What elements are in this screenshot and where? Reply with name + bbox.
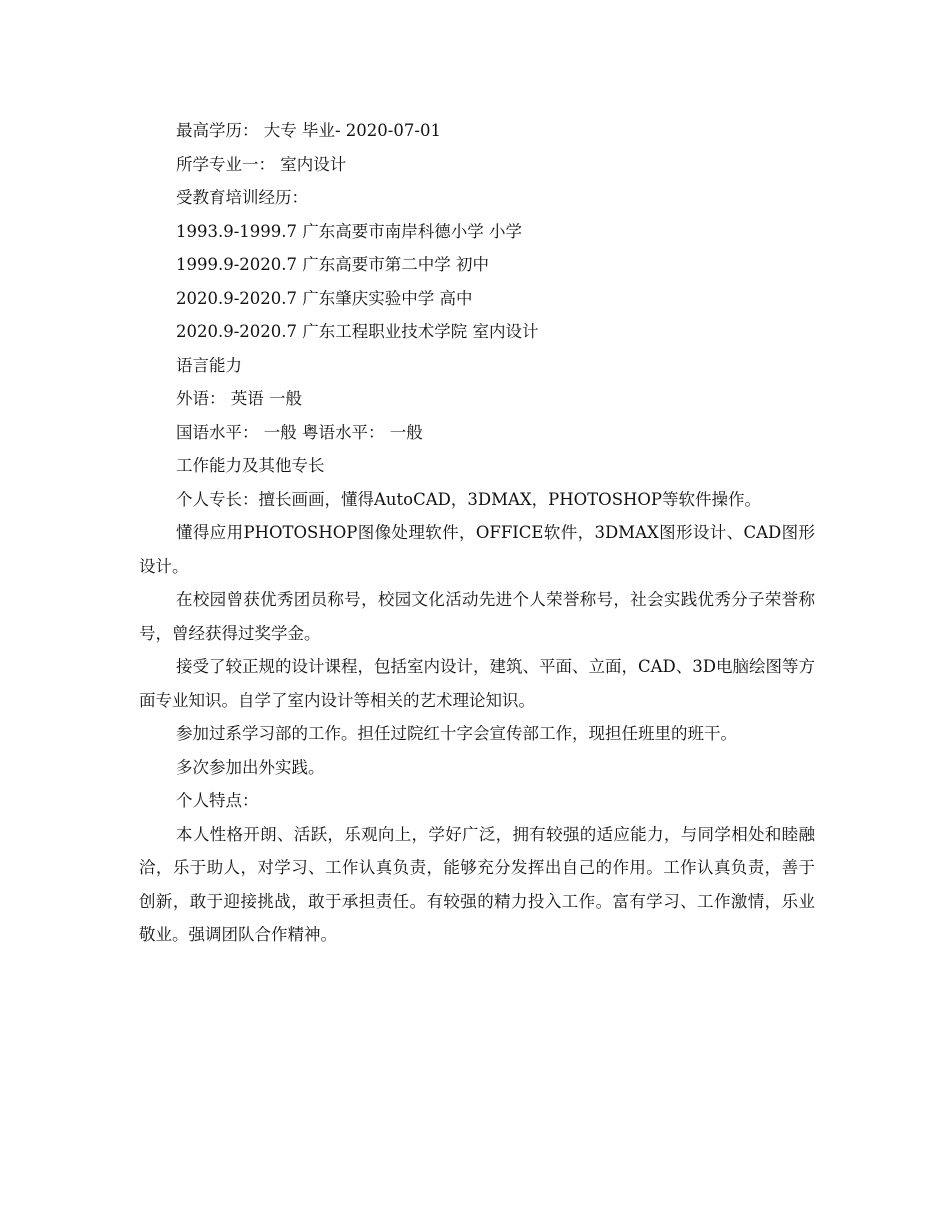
honors-paragraph: 在校园曾获优秀团员称号，校园文化活动先进个人荣誉称号，社会实践优秀分子荣誉称号，曾经获得过奖学金。 (139, 590, 815, 643)
highest-degree-line: 最高学历： 大专 毕业- 2020-07-01 (176, 121, 441, 140)
software-paragraph: 懂得应用PHOTOSHOP图像处理软件，OFFICE软件，3DMAX图形设计、CAD图形设计。 (139, 523, 815, 576)
courses-paragraph: 接受了较正规的设计课程，包括室内设计，建筑、平面、立面，CAD、3D电脑绘图等方面专业知识。自学了室内设计等相关的艺术理论知识。 (139, 657, 815, 710)
traits-paragraph: 本人性格开朗、活跃，乐观向上，学好广泛，拥有较强的适应能力，与同学相处和睦融洽，乐于助人，对学习、工作认真负责，能够充分发挥出自己的作用。工作认真负责，善于创新，敢于迎接挑战，敢于承担责任。有较强的精力投入工作。富有学习、工作激情，乐业敬业。强调团队合作精神。 (139, 824, 815, 944)
major-line: 所学专业一： 室内设计 (176, 154, 347, 174)
education-history-item: 1999.9-2020.7 广东高要市第二中学 初中 (176, 255, 490, 274)
skills-heading: 工作能力及其他专长 (176, 456, 325, 475)
language-heading: 语言能力 (176, 355, 242, 375)
training-heading: 受教育培训经历： (176, 188, 308, 207)
mandarin-cantonese-line: 国语水平： 一般 粤语水平： 一般 (176, 422, 423, 442)
education-history-item: 2020.9-2020.7 广东工程职业技术学院 室内设计 (176, 322, 539, 341)
resume-content (139, 114, 815, 952)
practice-paragraph: 多次参加出外实践。 (176, 757, 325, 777)
education-history-item: 1993.9-1999.7 广东高要市南岸科德小学 小学 (176, 221, 523, 241)
education-history-item: 2020.9-2020.7 广东肇庆实验中学 高中 (176, 288, 473, 308)
traits-heading: 个人特点： (176, 791, 259, 810)
activities-paragraph: 参加过系学习部的工作。担任过院红十字会宣传部工作，现担任班里的班干。 (176, 724, 737, 743)
foreign-language-line: 外语： 英语 一般 (176, 389, 302, 408)
specialty-paragraph: 个人专长：擅长画画，懂得AutoCAD，3DMAX，PHOTOSHOP等软件操作。 (176, 489, 762, 509)
